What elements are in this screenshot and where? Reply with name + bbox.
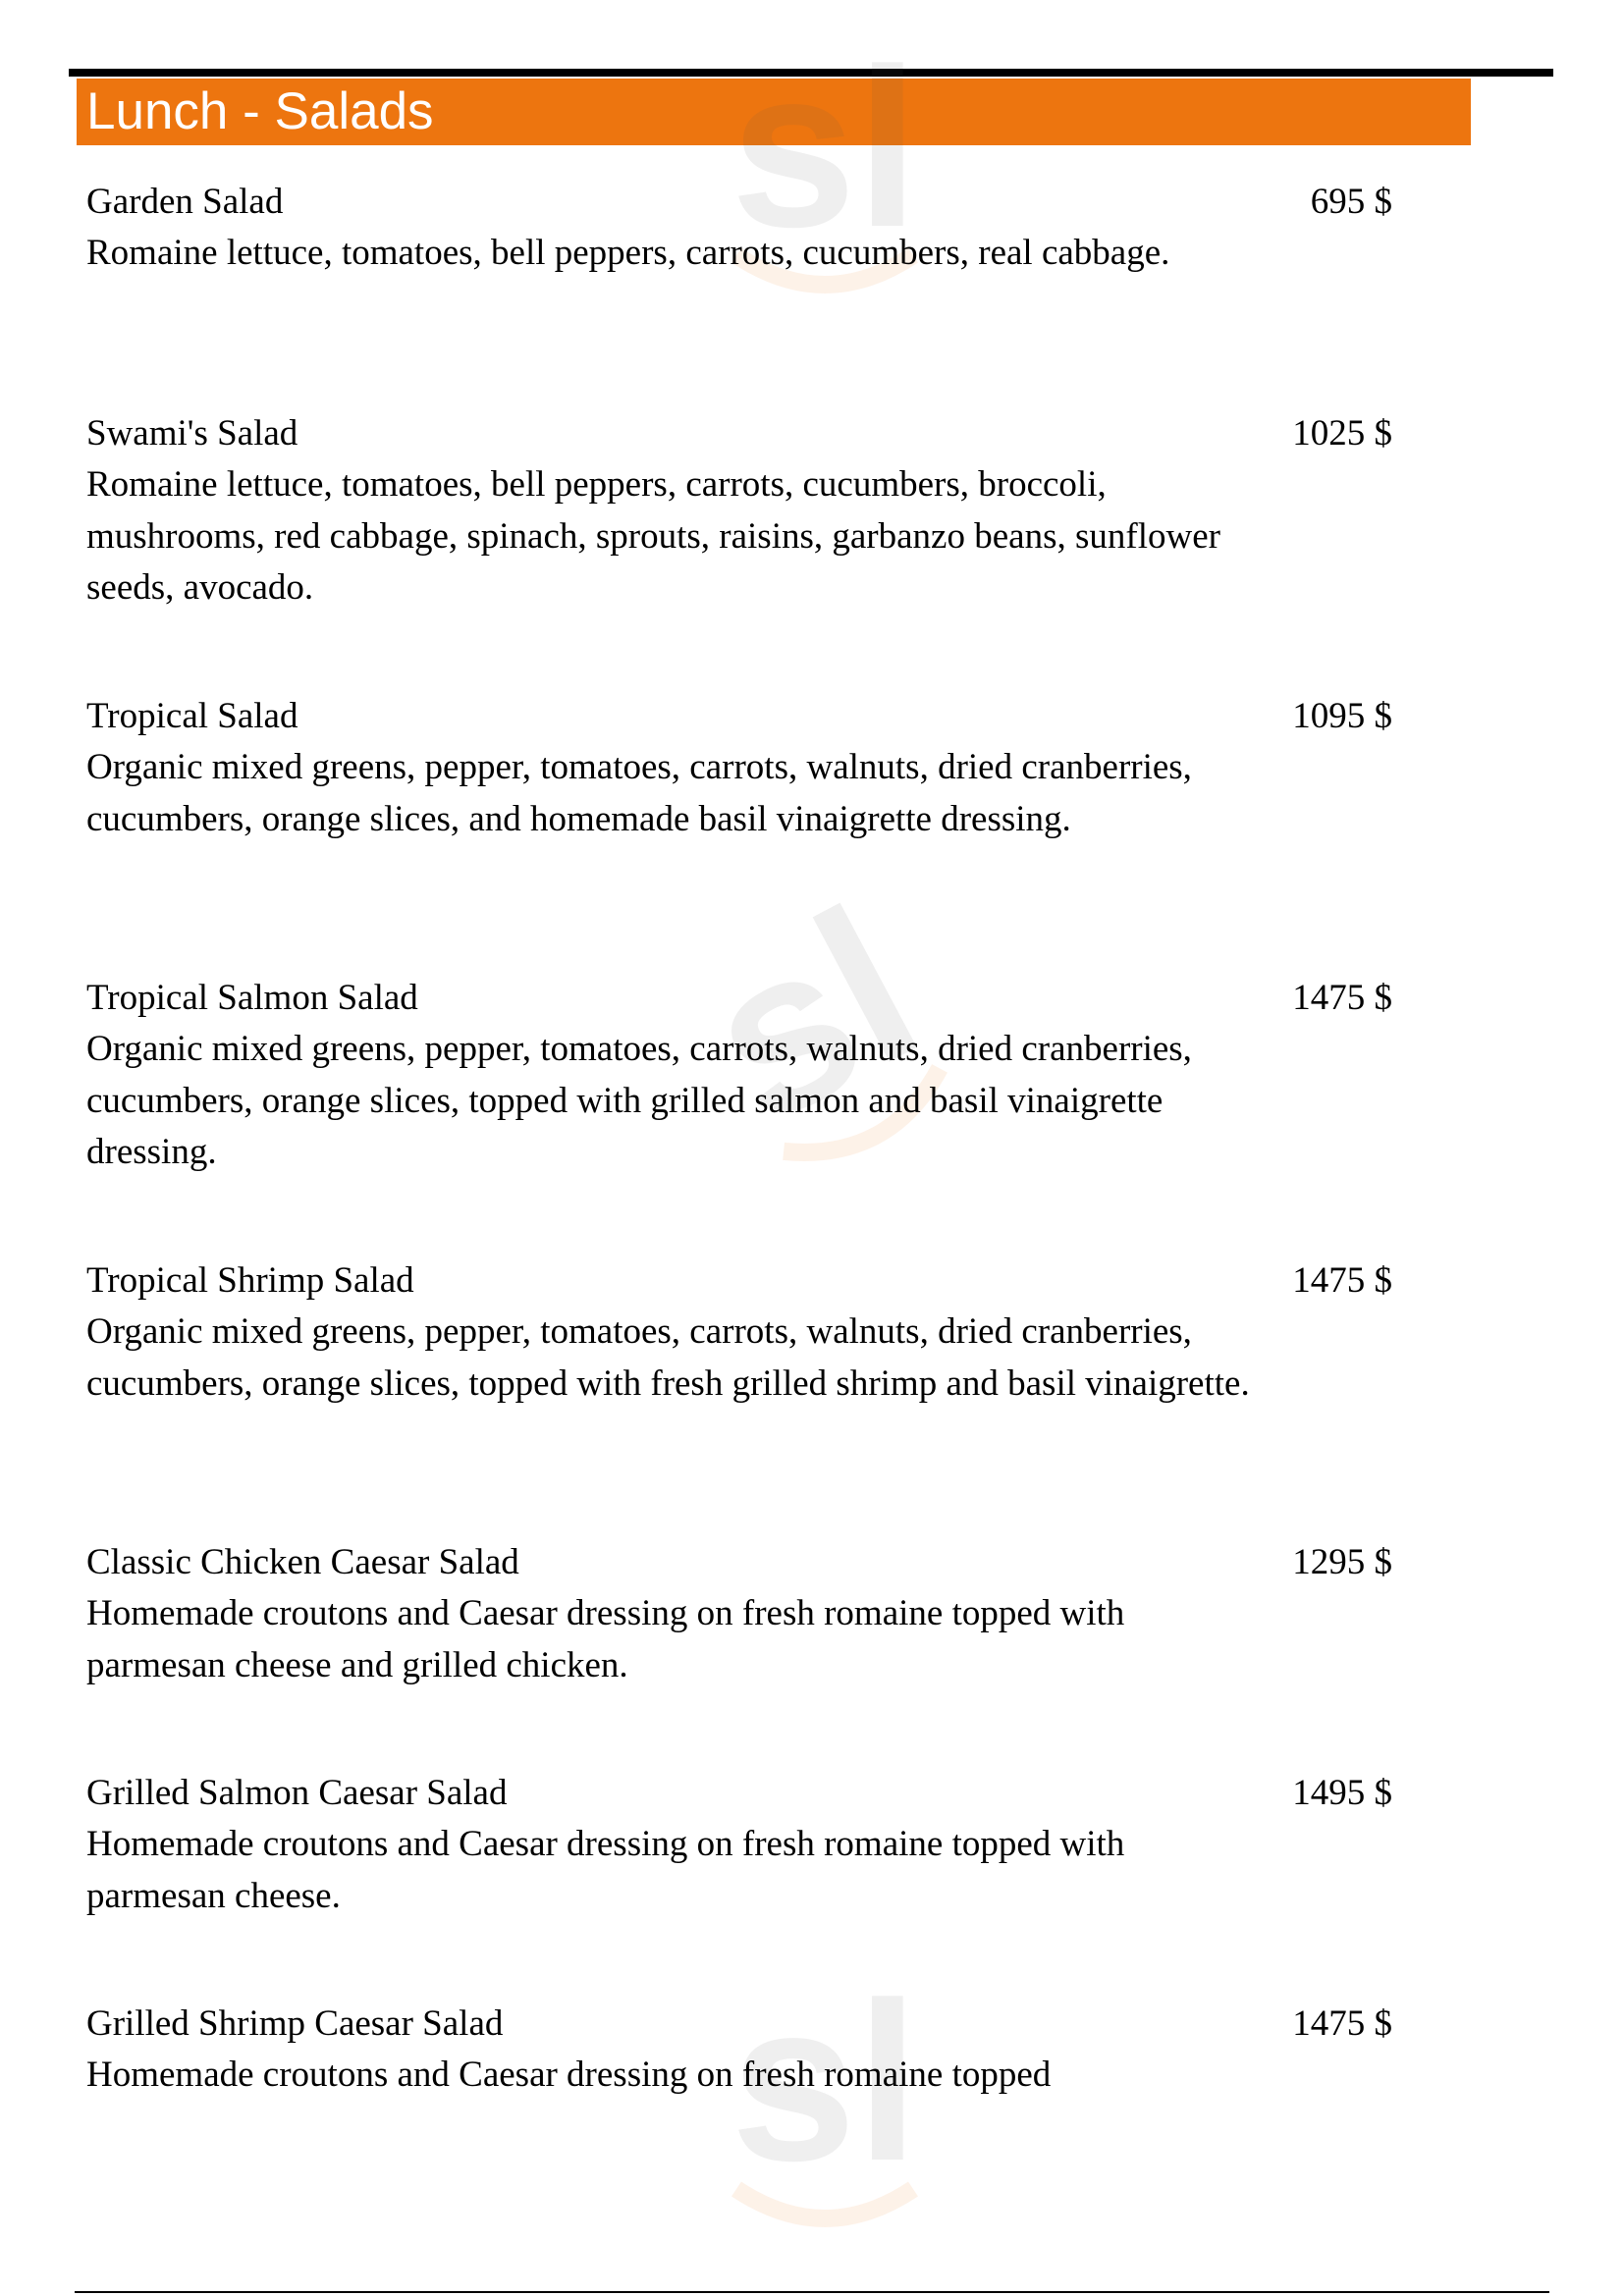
item-price: 1495 $ [1292, 1773, 1392, 1813]
item-price: 1475 $ [1292, 978, 1392, 1018]
item-name: Tropical Salad [86, 696, 298, 736]
item-name: Tropical Shrimp Salad [86, 1260, 414, 1301]
item-name: Tropical Salmon Salad [86, 978, 418, 1018]
svg-text:sl: sl [731, 22, 919, 274]
menu-item [86, 1768, 1392, 1922]
item-price: 1095 $ [1292, 696, 1392, 736]
item-price: 695 $ [1310, 182, 1392, 222]
item-price: 1295 $ [1292, 1542, 1392, 1582]
item-description: Organic mixed greens, pepper, tomatoes, carrots, walnuts, dried cranberries, cucumbers, orange slices, topped with grilled salmon and basil vinaigrette dressing. [86, 1029, 1192, 1172]
item-description: Homemade croutons and Caesar dressing on fresh romaine topped with parmesan cheese. [86, 1824, 1125, 1916]
item-price: 1475 $ [1292, 1260, 1392, 1301]
section-title: Lunch - Salads [86, 82, 434, 140]
menu-item [86, 1999, 1392, 2102]
item-name: Swami's Salad [86, 413, 298, 454]
bottom-rule [75, 2291, 1549, 2293]
item-description: Homemade croutons and Caesar dressing on fresh romaine topped [86, 2055, 1052, 2095]
svg-text:sl: sl [731, 1955, 919, 2208]
svg-text:sl: sl [669, 859, 954, 1171]
item-price: 1025 $ [1292, 413, 1392, 454]
item-description: Organic mixed greens, pepper, tomatoes, carrots, walnuts, dried cranberries, cucumbers, orange slices, topped with fresh grilled shrimp and basil vinaigrette. [86, 1311, 1250, 1404]
menu-item [86, 1255, 1392, 1410]
item-price: 1475 $ [1292, 2003, 1392, 2044]
item-description: Romaine lettuce, tomatoes, bell peppers, carrots, cucumbers, real cabbage. [86, 233, 1170, 273]
top-rule [69, 69, 1553, 77]
menu-item [86, 408, 1392, 614]
item-name: Grilled Salmon Caesar Salad [86, 1773, 508, 1813]
item-description: Romaine lettuce, tomatoes, bell peppers, carrots, cucumbers, broccoli, mushrooms, red cabbage, spinach, sprouts, raisins, garbanzo beans, sunflower seeds, avocado. [86, 464, 1220, 608]
section-header [77, 79, 1471, 145]
item-name: Grilled Shrimp Caesar Salad [86, 2003, 504, 2044]
menu-item [86, 177, 1392, 280]
menu-item [86, 973, 1392, 1179]
item-description: Homemade croutons and Caesar dressing on fresh romaine topped with parmesan cheese and grilled chicken. [86, 1593, 1125, 1685]
menu-item [86, 691, 1392, 845]
item-name: Garden Salad [86, 182, 284, 222]
item-name: Classic Chicken Caesar Salad [86, 1542, 519, 1582]
item-description: Organic mixed greens, pepper, tomatoes, carrots, walnuts, dried cranberries, cucumbers, orange slices, and homemade basil vinaigrette dressing. [86, 747, 1192, 839]
menu-item [86, 1537, 1392, 1691]
